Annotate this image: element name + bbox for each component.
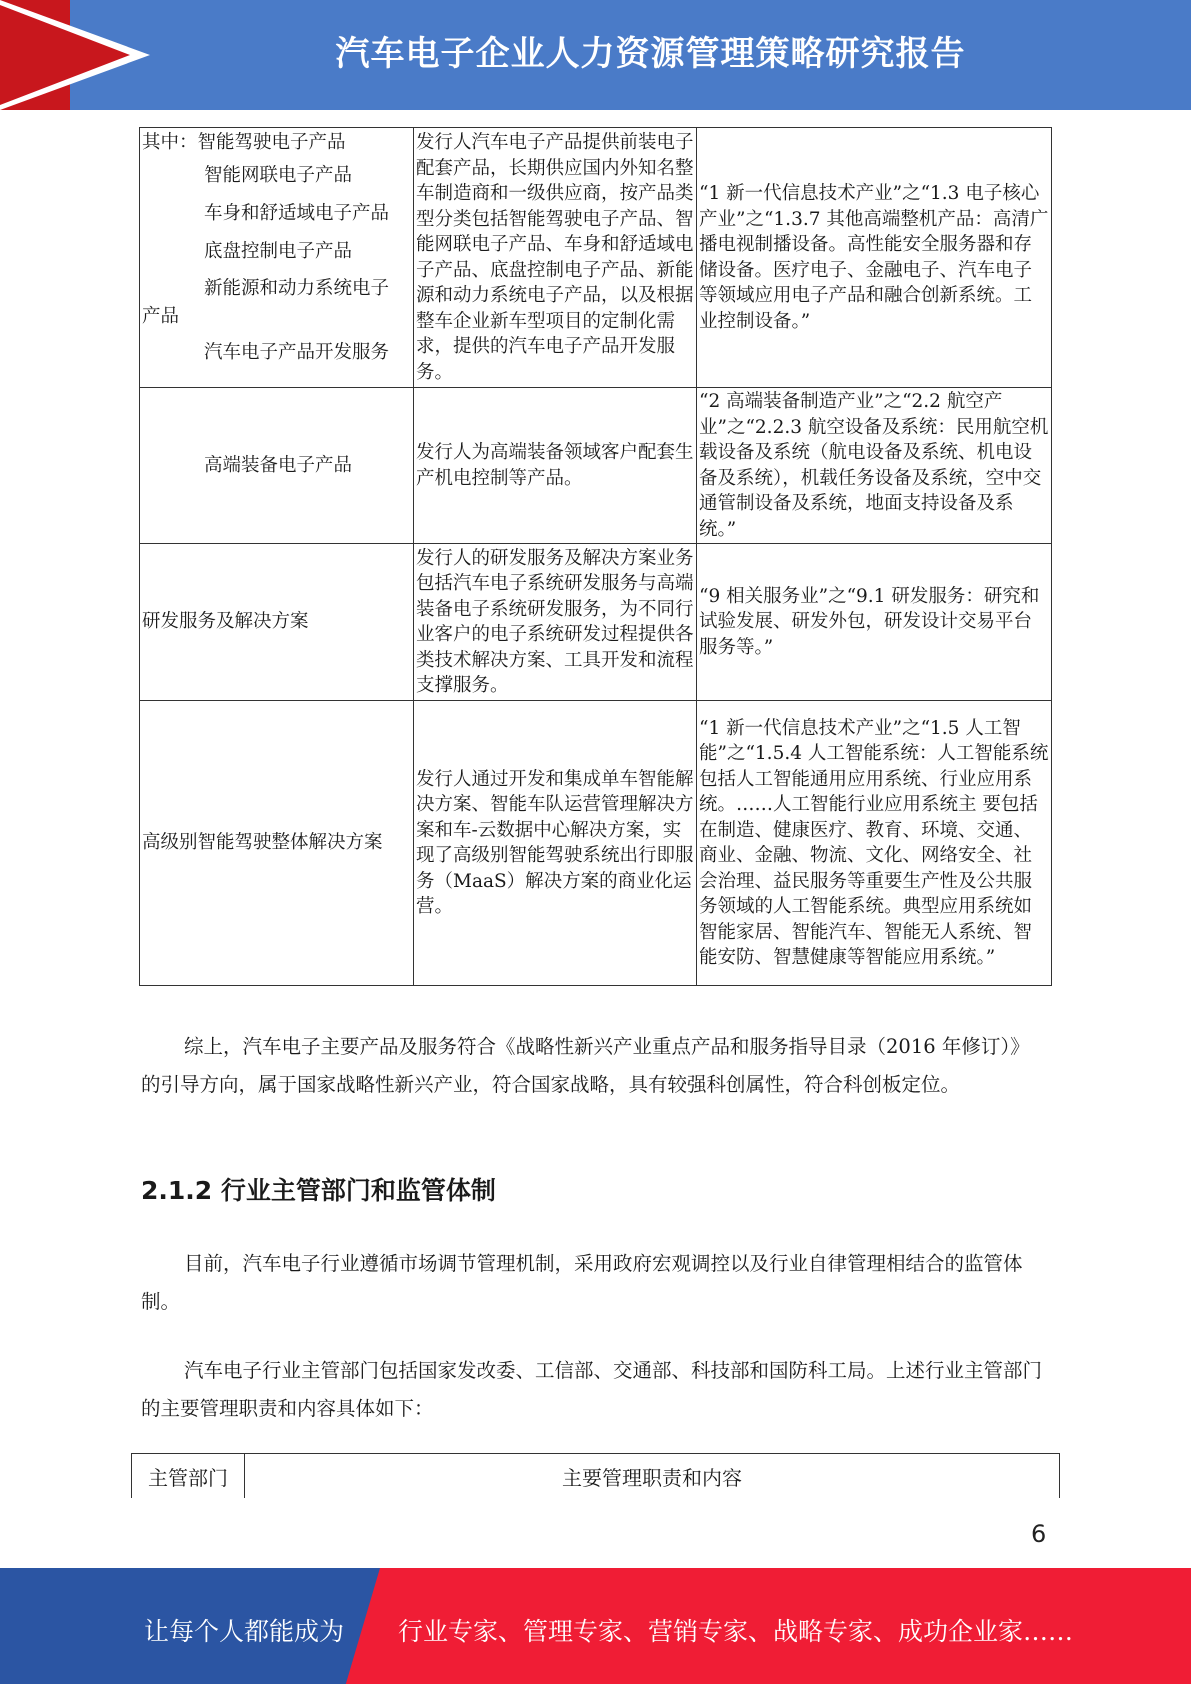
header-duty: 主要管理职责和内容	[245, 1454, 1060, 1499]
product-description-cell: 发行人通过开发和集成单车智能解决方案、智能车队运营管理解决方案和车-云数据中心解决方案，实现了高级别智能驾驶系统出行即服务（MaaS）解决方案的商业化运营。	[414, 701, 697, 986]
header-dept: 主管部门	[132, 1454, 245, 1499]
table-row	[140, 388, 1052, 544]
page-header	[0, 0, 1191, 110]
table-row	[140, 128, 1052, 388]
list-item: 智能网联电子产品	[204, 165, 353, 186]
department-table	[131, 1453, 1060, 1498]
product-description-cell: 发行人为高端装备领域客户配套生产机电控制等产品。	[414, 388, 697, 544]
departments-paragraph: 汽车电子行业主管部门包括国家发改委、工信部、交通部、科技部和国防科工局。上述行业主管部门的主要管理职责和内容具体如下：	[141, 1359, 1043, 1420]
product-category-cell: 研发服务及解决方案	[140, 544, 414, 701]
section-heading: 2.1.2 行业主管部门和监管体制	[141, 1176, 496, 1205]
catalog-reference-cell: “1 新一代信息技术产业”之“1.3 电子核心产业”之“1.3.7 其他高端整机产品：高清广播电视制播设备。高性能安全服务器和存储设备。医疗电子、金融电子、汽车电子等领域应用电子产品和融合创新系统。工业控制设备。”	[697, 128, 1052, 388]
table-row	[140, 701, 1052, 986]
product-category-cell: 高端装备电子产品	[140, 388, 414, 544]
product-classification-table	[139, 127, 1052, 986]
regulation-paragraph: 目前，汽车电子行业遵循市场调节管理机制，采用政府宏观调控以及行业自律管理相结合的监管体制。	[141, 1252, 1023, 1313]
list-item: 汽车电子产品开发服务	[204, 342, 390, 363]
list-item: 车身和舒适域电子产品	[204, 203, 390, 224]
list-item: 底盘控制电子产品	[204, 241, 353, 262]
product-category-cell: 高级别智能驾驶整体解决方案	[140, 701, 414, 986]
list-item: 新能源和动力系统电子	[204, 278, 390, 299]
table-header-row	[132, 1454, 1060, 1499]
catalog-reference-cell: “2 高端装备制造产业”之“2.2 航空产业”之“2.2.3 航空设备及系统：民用航空机载设备及系统（航电设备及系统、机电设备及系统），机载任务设备及系统，空中交通管制设备及系统，地面支持设备及系统。”	[697, 388, 1052, 544]
product-description-cell: 发行人汽车电子产品提供前装电子配套产品，长期供应国内外知名整车制造商和一级供应商，按产品类型分类包括智能驾驶电子产品、智能网联电子产品、车身和舒适域电子产品、底盘控制电子产品、新能源和动力系统电子产品，以及根据整车企业新车型项目的定制化需求，提供的汽车电子产品开发服务。	[414, 128, 697, 388]
catalog-reference-cell: “9 相关服务业”之“9.1 研发服务：研究和试验发展、研发外包，研发设计交易平台服务等。”	[697, 544, 1052, 701]
list-item-wrap: 产品	[142, 306, 180, 327]
list-item: 其中：智能驾驶电子产品	[142, 132, 346, 153]
product-description-cell: 发行人的研发服务及解决方案业务包括汽车电子系统研发服务与高端装备电子系统研发服务，为不同行业客户的电子系统研发过程提供各类技术解决方案、工具开发和流程支撑服务。	[414, 544, 697, 701]
catalog-reference-cell: “1 新一代信息技术产业”之“1.5 人工智能”之“1.5.4 人工智能系统：人工智能系统包括人工智能通用应用系统、行业应用系统。……人工智能行业应用系统主 要包括在制造、健康医疗、教育、环境、交通、商业、金融、物流、文化、网络安全、社会治理、益民服务等重要生产性及公共服务领域的人工智能系统。典型应用系统如智能家居、智能汽车、智能无人系统、智能安防、智慧健康等智能应用系统。”	[697, 701, 1052, 986]
page-number: 6	[1031, 1520, 1047, 1548]
footer-slogan-left: 让每个人都能成为	[144, 1617, 345, 1646]
header-red-chevron	[0, 5, 130, 105]
footer-slogan-right: 行业专家、管理专家、营销专家、战略专家、成功企业家……	[398, 1617, 1074, 1646]
table-row	[140, 544, 1052, 701]
product-category-cell	[140, 128, 414, 388]
summary-paragraph: 综上，汽车电子主要产品及服务符合《战略性新兴产业重点产品和服务指导目录（2016 年修订）》的引导方向，属于国家战略性新兴产业，符合国家战略，具有较强科创属性，符合科创板定位。	[141, 1035, 1030, 1096]
header-title: 汽车电子企业人力资源管理策略研究报告	[335, 34, 966, 74]
page-footer	[0, 1568, 1191, 1684]
